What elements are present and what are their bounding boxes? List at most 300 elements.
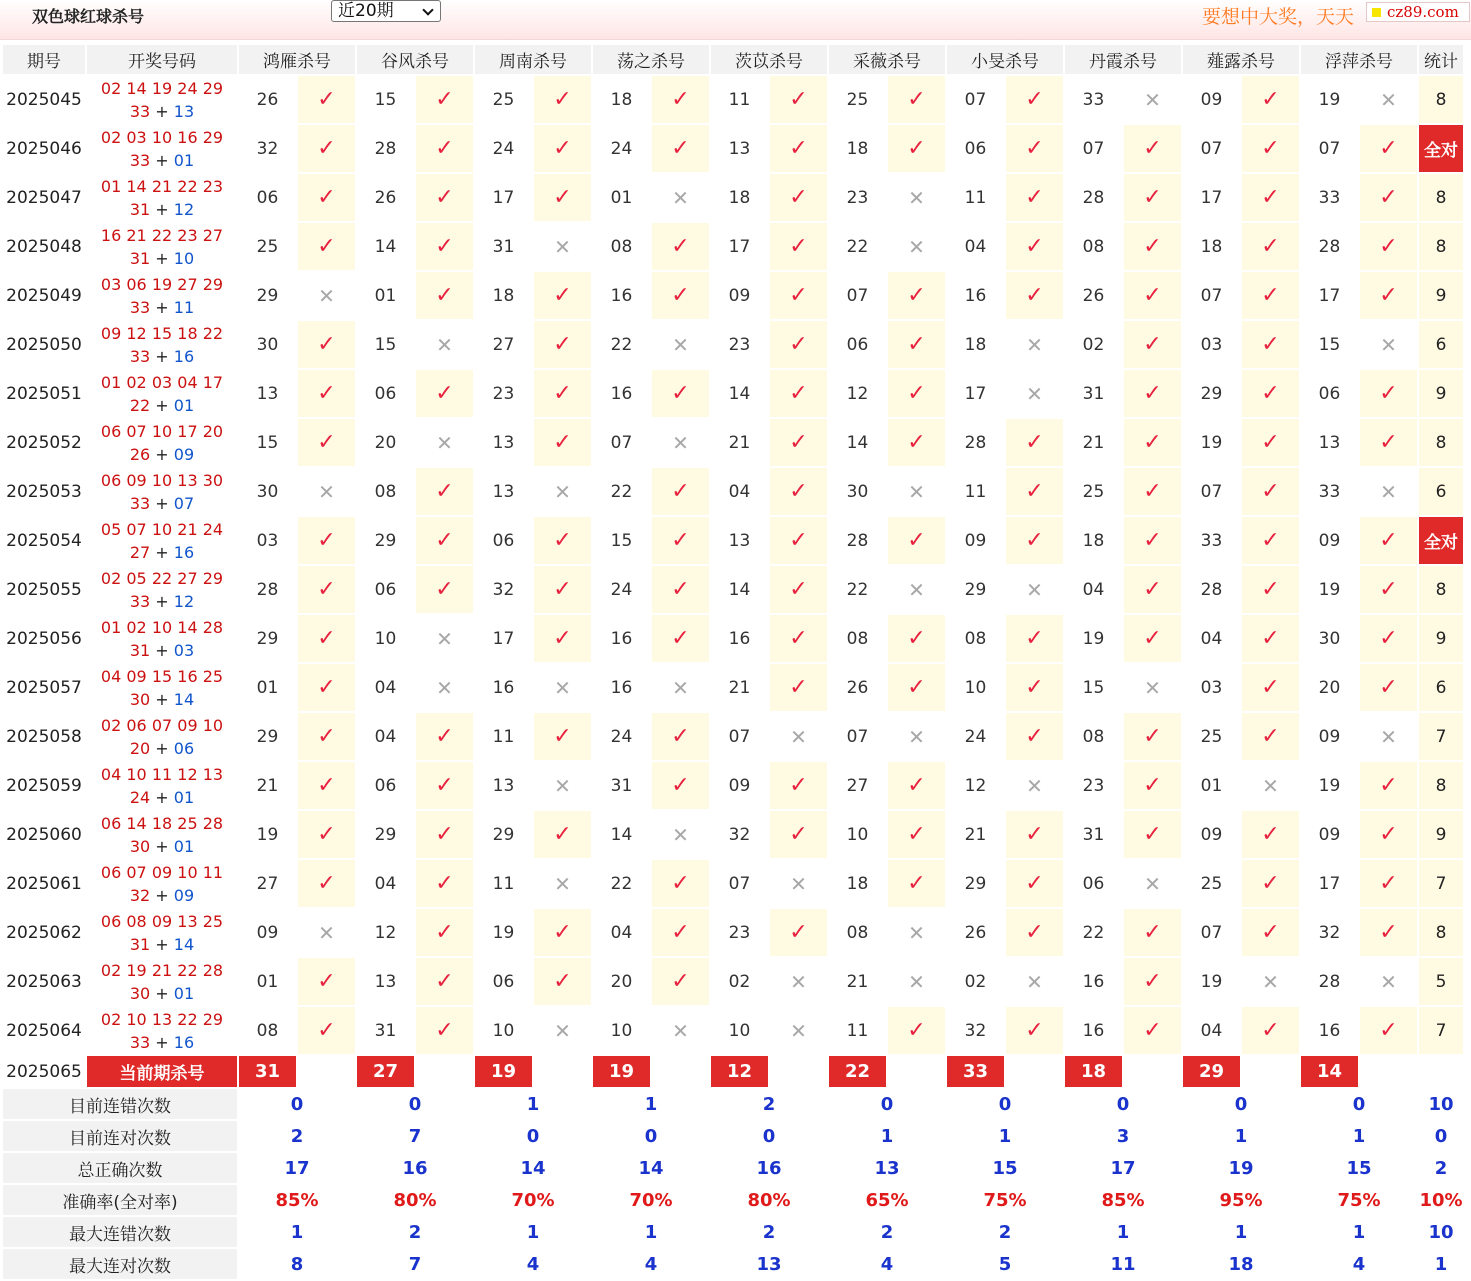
red-balls: 06 09 10 13 30 [100,470,224,490]
kill-number: 19 [1301,566,1358,613]
issue-cell: 2025062 [3,909,85,956]
kill-number: 28 [1301,958,1358,1005]
check-icon: ✓ [416,370,473,417]
kill-number: 17 [1301,272,1358,319]
red-ball-6: 24 [129,787,151,807]
kill-number: 08 [829,615,886,662]
check-icon: ✓ [1360,762,1417,809]
summary-value: 70% [475,1185,591,1215]
kill-number: 28 [1301,223,1358,270]
check-icon: ✓ [298,958,355,1005]
check-icon: ✓ [652,909,709,956]
chevron-down-icon [422,4,433,15]
draw-cell [87,125,237,172]
empty-cell [1124,1056,1181,1087]
kill-number: 18 [1065,517,1122,564]
kill-number: 29 [357,517,414,564]
red-balls: 04 09 15 16 25 [100,666,224,686]
check-icon: ✓ [416,762,473,809]
summary-label: 准确率(全对率) [3,1185,237,1215]
kill-number: 23 [1065,762,1122,809]
kill-number: 07 [829,713,886,760]
kill-number: 22 [829,223,886,270]
red-balls: 09 12 15 18 22 [100,323,224,343]
empty-cell [888,1056,945,1087]
summary-value: 2 [711,1217,827,1247]
red-balls: 02 19 21 22 28 [100,960,224,980]
check-icon: ✓ [1242,125,1299,172]
check-icon: ✓ [1124,419,1181,466]
red-balls: 06 14 18 25 28 [100,813,224,833]
check-icon: ✓ [1360,174,1417,221]
summary-value: 16 [711,1153,827,1183]
period-select[interactable] [331,0,441,22]
cross-icon: ✕ [652,321,709,368]
kill-number: 18 [593,76,650,123]
check-icon: ✓ [1124,762,1181,809]
current-kill-number: 31 [239,1056,296,1087]
red-ball-6: 33 [129,297,151,317]
check-icon: ✓ [1006,419,1063,466]
summary-value: 1 [593,1089,709,1119]
check-icon: ✓ [298,1007,355,1054]
kill-number: 06 [475,958,532,1005]
cross-icon: ✕ [1360,468,1417,515]
check-icon: ✓ [298,321,355,368]
cross-icon: ✕ [888,223,945,270]
kill-number: 12 [357,909,414,956]
kill-number: 19 [1183,958,1240,1005]
cross-icon: ✕ [770,860,827,907]
summary-value: 8 [239,1249,355,1279]
cross-icon: ✕ [534,223,591,270]
table-row [3,909,1463,956]
empty-cell [1419,1056,1463,1087]
kill-number: 17 [947,370,1004,417]
stat-count: 7 [1419,1007,1463,1054]
col-expert: 薤露杀号 [1183,45,1299,74]
check-icon: ✓ [298,713,355,760]
current-period [3,1056,1463,1087]
plus-sign: + [155,395,169,415]
summary-value: 15 [1301,1153,1417,1183]
issue-cell: 2025060 [3,811,85,858]
draw-cell [87,517,237,564]
empty-cell [1360,1056,1417,1087]
top-bar [0,0,1471,40]
summary-value: 14 [475,1153,591,1183]
red-balls: 06 08 09 13 25 [100,911,224,931]
blue-ball: 09 [173,444,195,464]
kill-number: 29 [1183,370,1240,417]
check-icon: ✓ [652,762,709,809]
cross-icon: ✕ [888,909,945,956]
kill-number: 09 [947,517,1004,564]
kill-number: 28 [947,419,1004,466]
table-row [3,125,1463,172]
summary-value: 19 [1183,1153,1299,1183]
summary-value: 1 [1301,1121,1417,1151]
kill-number: 15 [239,419,296,466]
check-icon: ✓ [1360,370,1417,417]
kill-number: 14 [357,223,414,270]
summary-value: 4 [475,1249,591,1279]
check-icon: ✓ [888,615,945,662]
kill-number: 11 [947,174,1004,221]
kill-number: 32 [239,125,296,172]
stat-count: 8 [1419,174,1463,221]
cross-icon: ✕ [652,664,709,711]
site-logo[interactable]: cz89.com [1366,2,1470,22]
kill-number: 07 [1065,125,1122,172]
kill-number: 11 [711,76,768,123]
cross-icon: ✕ [298,909,355,956]
kill-number: 28 [357,125,414,172]
kill-number: 10 [593,1007,650,1054]
red-ball-6: 20 [129,738,151,758]
check-icon: ✓ [888,517,945,564]
current-kill-number: 22 [829,1056,886,1087]
summary-value: 2 [711,1089,827,1119]
kill-number: 04 [593,909,650,956]
stat-count: 9 [1419,811,1463,858]
kill-number: 32 [947,1007,1004,1054]
stat-count: 8 [1419,223,1463,270]
draw-cell [87,811,237,858]
check-icon: ✓ [1242,909,1299,956]
draw-cell [87,615,237,662]
cross-icon: ✕ [652,419,709,466]
summary-label: 目前连错次数 [3,1089,237,1119]
kill-number: 23 [829,174,886,221]
summary-row [3,1185,1463,1215]
plus-sign: + [155,297,169,317]
table-row [3,615,1463,662]
red-ball-6: 31 [129,248,151,268]
summary-value: 1 [1183,1121,1299,1151]
kill-number: 19 [1301,762,1358,809]
cross-icon: ✕ [534,762,591,809]
cross-icon: ✕ [1360,958,1417,1005]
col-expert: 谷风杀号 [357,45,473,74]
table-row [3,76,1463,123]
draw-cell [87,223,237,270]
kill-number: 01 [593,174,650,221]
check-icon: ✓ [888,419,945,466]
stat-count: 8 [1419,419,1463,466]
kill-number: 19 [1065,615,1122,662]
kill-number: 03 [1183,664,1240,711]
kill-number: 01 [239,664,296,711]
check-icon: ✓ [1360,664,1417,711]
blue-ball: 01 [173,150,195,170]
kill-number: 08 [1065,223,1122,270]
kill-number: 29 [239,713,296,760]
kill-number: 17 [711,223,768,270]
current-kill-number: 14 [1301,1056,1358,1087]
summary-value: 85% [1065,1185,1181,1215]
check-icon: ✓ [298,615,355,662]
kill-number: 29 [357,811,414,858]
check-icon: ✓ [534,174,591,221]
kill-number: 27 [475,321,532,368]
kill-number: 31 [1065,811,1122,858]
issue-cell: 2025059 [3,762,85,809]
draw-cell [87,664,237,711]
slogan-banner[interactable]: 要想中大奖，天天 [1202,6,1355,28]
issue-cell: 2025055 [3,566,85,613]
kill-number: 02 [711,958,768,1005]
table-row [3,762,1463,809]
empty-cell [416,1056,473,1087]
kill-number: 01 [357,272,414,319]
check-icon: ✓ [652,615,709,662]
kill-number: 07 [1183,125,1240,172]
kill-number: 07 [1183,272,1240,319]
check-icon: ✓ [1124,811,1181,858]
summary-value: 0 [1065,1089,1181,1119]
summary-row [3,1121,1463,1151]
kill-number: 08 [1065,713,1122,760]
kill-number: 26 [947,909,1004,956]
kill-number: 17 [1301,860,1358,907]
summary-value: 17 [239,1153,355,1183]
kill-number: 15 [593,517,650,564]
cross-icon: ✕ [534,468,591,515]
kill-number: 31 [593,762,650,809]
check-icon: ✓ [1360,860,1417,907]
summary-stat: 1 [1419,1249,1463,1279]
issue-cell: 2025065 [3,1056,85,1087]
summary-value: 0 [357,1089,473,1119]
check-icon: ✓ [298,419,355,466]
kill-number: 15 [1065,664,1122,711]
current-kill-number: 29 [1183,1056,1240,1087]
kill-number: 17 [1183,174,1240,221]
draw-cell [87,566,237,613]
draw-cell [87,419,237,466]
check-icon: ✓ [1124,125,1181,172]
kill-number: 11 [829,1007,886,1054]
draw-cell [87,958,237,1005]
empty-cell [1242,1056,1299,1087]
table-row [3,321,1463,368]
cross-icon: ✕ [416,664,473,711]
kill-number: 10 [475,1007,532,1054]
kill-number: 11 [475,860,532,907]
check-icon: ✓ [298,223,355,270]
check-icon: ✓ [770,370,827,417]
col-expert: 茨苡杀号 [711,45,827,74]
kill-number: 04 [357,860,414,907]
kill-number: 16 [947,272,1004,319]
cross-icon: ✕ [1006,370,1063,417]
kill-number: 03 [1183,321,1240,368]
kill-number: 15 [357,76,414,123]
kill-number: 16 [593,272,650,319]
check-icon: ✓ [298,860,355,907]
kill-number: 22 [829,566,886,613]
kill-number: 14 [711,370,768,417]
draw-cell [87,174,237,221]
kill-number: 13 [239,370,296,417]
check-icon: ✓ [770,419,827,466]
kill-number: 22 [1065,909,1122,956]
current-kill-number: 18 [1065,1056,1122,1087]
summary-value: 0 [947,1089,1063,1119]
col-expert: 丹霞杀号 [1065,45,1181,74]
issue-cell: 2025064 [3,1007,85,1054]
issue-cell: 2025047 [3,174,85,221]
kill-number: 27 [829,762,886,809]
summary-value: 11 [1065,1249,1181,1279]
check-icon: ✓ [1242,517,1299,564]
check-icon: ✓ [416,517,473,564]
table-row [3,468,1463,515]
blue-ball: 03 [173,640,195,660]
red-ball-6: 33 [129,101,151,121]
check-icon: ✓ [1006,860,1063,907]
kill-number: 07 [1183,468,1240,515]
check-icon: ✓ [1242,370,1299,417]
check-icon: ✓ [534,958,591,1005]
summary-stat: 10 [1419,1217,1463,1247]
summary-label: 目前连对次数 [3,1121,237,1151]
kill-number: 09 [1183,811,1240,858]
table-row [3,664,1463,711]
kill-number: 12 [829,370,886,417]
empty-cell [1006,1056,1063,1087]
check-icon: ✓ [416,272,473,319]
check-icon: ✓ [770,223,827,270]
red-ball-6: 30 [129,836,151,856]
check-icon: ✓ [416,713,473,760]
kill-number: 11 [947,468,1004,515]
red-balls: 04 10 11 12 13 [100,764,224,784]
red-ball-6: 31 [129,640,151,660]
check-icon: ✓ [1242,860,1299,907]
draw-cell [87,860,237,907]
summary-value: 1 [239,1217,355,1247]
kill-number: 25 [1183,860,1240,907]
kill-number: 06 [829,321,886,368]
kill-number: 32 [475,566,532,613]
check-icon: ✓ [1006,909,1063,956]
summary-value: 0 [593,1121,709,1151]
check-icon: ✓ [298,811,355,858]
kill-number: 32 [1301,909,1358,956]
check-icon: ✓ [298,664,355,711]
col-stat: 统计 [1419,45,1463,74]
stat-count: 6 [1419,468,1463,515]
summary-row [3,1089,1463,1119]
check-icon: ✓ [1242,223,1299,270]
check-icon: ✓ [1006,174,1063,221]
kill-number: 18 [829,125,886,172]
kill-number: 16 [593,664,650,711]
kill-number: 24 [593,566,650,613]
kill-number: 07 [947,76,1004,123]
kill-number: 09 [1301,811,1358,858]
kill-number: 31 [1065,370,1122,417]
red-balls: 16 21 22 23 27 [100,225,224,245]
summary-value: 1 [475,1217,591,1247]
check-icon: ✓ [298,566,355,613]
kill-number: 13 [475,419,532,466]
check-icon: ✓ [770,762,827,809]
issue-cell: 2025052 [3,419,85,466]
check-icon: ✓ [888,321,945,368]
kill-number: 18 [947,321,1004,368]
issue-cell: 2025048 [3,223,85,270]
kill-number: 28 [239,566,296,613]
kill-number: 24 [593,125,650,172]
kill-number: 17 [475,615,532,662]
cross-icon: ✕ [652,174,709,221]
plus-sign: + [155,787,169,807]
red-balls: 05 07 10 21 24 [100,519,224,539]
plus-sign: + [155,934,169,954]
issue-cell: 2025058 [3,713,85,760]
cross-icon: ✕ [1360,76,1417,123]
check-icon: ✓ [888,811,945,858]
check-icon: ✓ [888,860,945,907]
summary-value: 85% [239,1185,355,1215]
table-row [3,223,1463,270]
col-issue: 期号 [3,45,85,74]
kill-number: 04 [1065,566,1122,613]
kill-number: 24 [475,125,532,172]
red-ball-6: 30 [129,983,151,1003]
summary-value: 2 [357,1217,473,1247]
check-icon: ✓ [888,272,945,319]
kill-number: 22 [593,321,650,368]
check-icon: ✓ [652,223,709,270]
cross-icon: ✕ [416,321,473,368]
kill-number: 27 [239,860,296,907]
check-icon: ✓ [1006,223,1063,270]
plus-sign: + [155,150,169,170]
kill-number: 21 [1065,419,1122,466]
check-icon: ✓ [534,125,591,172]
kill-number: 30 [1301,615,1358,662]
check-icon: ✓ [652,713,709,760]
kill-number: 04 [711,468,768,515]
red-balls: 02 06 07 09 10 [100,715,224,735]
summary-value: 17 [1065,1153,1181,1183]
red-balls: 03 06 19 27 29 [100,274,224,294]
kill-number: 24 [593,713,650,760]
check-icon: ✓ [888,370,945,417]
cross-icon: ✕ [888,174,945,221]
cross-icon: ✕ [416,615,473,662]
kill-number: 23 [711,909,768,956]
kill-number: 01 [239,958,296,1005]
summary-value: 1 [1065,1217,1181,1247]
summary-rows [3,1089,1463,1279]
kill-number: 09 [1183,76,1240,123]
red-balls: 06 07 10 17 20 [100,421,224,441]
summary-value: 2 [239,1121,355,1151]
summary-value: 1 [947,1121,1063,1151]
red-ball-6: 33 [129,346,151,366]
cross-icon: ✕ [298,468,355,515]
red-ball-6: 33 [129,591,151,611]
check-icon: ✓ [1242,419,1299,466]
cross-icon: ✕ [1006,762,1063,809]
check-icon: ✓ [1006,664,1063,711]
blue-ball: 10 [173,248,195,268]
